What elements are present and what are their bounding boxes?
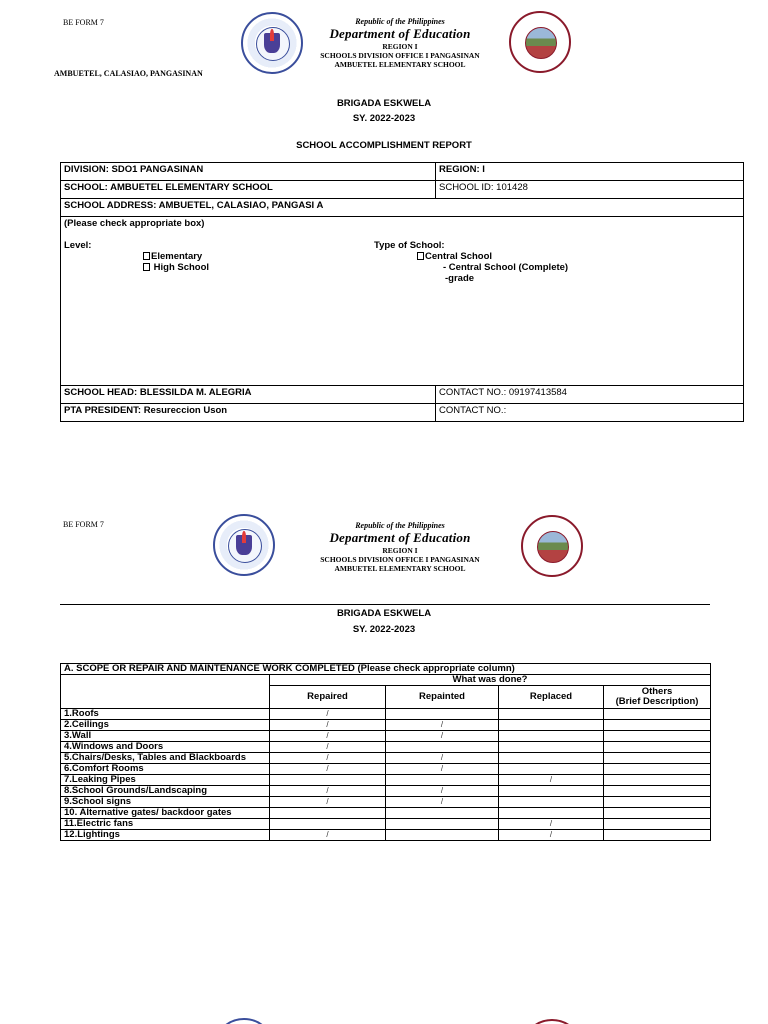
instruction-text: (Please check appropriate box) xyxy=(64,218,205,229)
repaired-cell xyxy=(270,808,386,819)
brigada-title: BRIGADA ESKWELA xyxy=(336,608,432,619)
school-name-line: AMBUETEL ELEMENTARY SCHOOL xyxy=(334,60,466,69)
item-header-blank xyxy=(61,675,270,709)
col-repainted: Repainted xyxy=(386,686,499,709)
highschool-label: High School xyxy=(151,262,210,273)
level-options xyxy=(143,251,209,273)
repaired-cell: / xyxy=(270,720,386,731)
deped-seal-logo xyxy=(213,514,275,576)
page-1 xyxy=(0,0,768,440)
school-location: AMBUETEL, CALASIAO, PANGASINAN xyxy=(54,69,203,78)
form-code: BE FORM 7 xyxy=(63,18,104,27)
repainted-cell xyxy=(386,709,499,720)
department-name: Department of Education xyxy=(329,530,471,545)
repair-rows xyxy=(61,709,711,841)
letterhead xyxy=(290,521,510,573)
elementary-label: Elementary xyxy=(151,251,203,262)
repainted-cell: / xyxy=(386,786,499,797)
type-label: Type of School: xyxy=(374,240,445,251)
replaced-cell: / xyxy=(499,830,604,841)
republic-line: Republic of the Philippines xyxy=(355,521,445,530)
repaired-cell: / xyxy=(270,764,386,775)
letterhead xyxy=(290,17,510,69)
item-cell: 1.Roofs xyxy=(61,709,270,720)
item-cell: 7.Leaking Pipes xyxy=(61,775,270,786)
replaced-cell: / xyxy=(499,775,604,786)
replaced-cell xyxy=(499,731,604,742)
school-name-line: AMBUETEL ELEMENTARY SCHOOL xyxy=(334,564,466,573)
level-label: Level: xyxy=(64,240,92,251)
school-seal-logo xyxy=(521,515,583,577)
table-row xyxy=(61,797,711,808)
replaced-cell xyxy=(499,764,604,775)
replaced-cell xyxy=(499,709,604,720)
repainted-cell xyxy=(386,830,499,841)
others-cell xyxy=(604,786,711,797)
item-cell: 9.School signs xyxy=(61,797,270,808)
check-box-section xyxy=(61,217,744,386)
repainted-cell: / xyxy=(386,731,499,742)
what-done-header: What was done? xyxy=(270,675,711,686)
others-cell xyxy=(604,720,711,731)
repaired-cell: / xyxy=(270,797,386,808)
repainted-cell xyxy=(386,819,499,830)
repainted-cell: / xyxy=(386,764,499,775)
col-replaced: Replaced xyxy=(499,686,604,709)
item-cell: 11.Electric fans xyxy=(61,819,270,830)
repaired-cell xyxy=(270,775,386,786)
item-cell: 5.Chairs/Desks, Tables and Blackboards xyxy=(61,753,270,764)
department-name: Department of Education xyxy=(329,26,471,41)
division-office-line: SCHOOLS DIVISION OFFICE I PANGASINAN xyxy=(320,51,480,60)
replaced-cell xyxy=(499,742,604,753)
others-cell xyxy=(604,808,711,819)
repaired-cell: / xyxy=(270,753,386,764)
others-cell xyxy=(604,764,711,775)
replaced-cell xyxy=(499,786,604,797)
school-id-cell: SCHOOL ID: 101428 xyxy=(436,181,744,199)
table-row xyxy=(61,775,711,786)
region-line: REGION I xyxy=(382,42,418,51)
grade-label: -grade xyxy=(445,273,475,284)
pta-contact-cell: CONTACT NO.: xyxy=(436,404,744,422)
others-cell xyxy=(604,742,711,753)
table-row xyxy=(61,808,711,819)
school-head-contact-cell: CONTACT NO.: 09197413584 xyxy=(436,386,744,404)
report-title: SCHOOL ACCOMPLISHMENT REPORT xyxy=(296,140,472,151)
school-cell: SCHOOL: AMBUETEL ELEMENTARY SCHOOL xyxy=(61,181,436,199)
table-row xyxy=(61,819,711,830)
replaced-cell: / xyxy=(499,819,604,830)
repainted-cell xyxy=(386,775,499,786)
replaced-cell xyxy=(499,808,604,819)
replaced-cell xyxy=(499,753,604,764)
repainted-cell: / xyxy=(386,797,499,808)
repaired-cell xyxy=(270,819,386,830)
col-others xyxy=(604,686,711,709)
repaired-cell: / xyxy=(270,731,386,742)
type-options xyxy=(417,251,568,284)
central-complete-label: - Central School (Complete) xyxy=(443,262,569,273)
repair-work-table xyxy=(60,663,711,841)
school-seal-logo xyxy=(509,11,571,73)
deped-seal-logo xyxy=(213,1018,275,1024)
table-row xyxy=(61,731,711,742)
item-cell: 4.Windows and Doors xyxy=(61,742,270,753)
division-office-line: SCHOOLS DIVISION OFFICE I PANGASINAN xyxy=(320,555,480,564)
school-info-table xyxy=(60,162,744,422)
others-cell xyxy=(604,731,711,742)
school-year: SY. 2022-2023 xyxy=(352,113,416,124)
replaced-cell xyxy=(499,720,604,731)
table-row xyxy=(61,786,711,797)
region-line: REGION I xyxy=(382,546,418,555)
page-2 xyxy=(0,505,768,875)
table-row xyxy=(61,753,711,764)
item-cell: 2.Ceilings xyxy=(61,720,270,731)
col-others-label: Others xyxy=(641,686,673,697)
item-cell: 12.Lightings xyxy=(61,830,270,841)
form-code: BE FORM 7 xyxy=(63,520,104,529)
item-cell: 3.Wall xyxy=(61,731,270,742)
school-head-cell: SCHOOL HEAD: BLESSILDA M. ALEGRIA xyxy=(61,386,436,404)
replaced-cell xyxy=(499,797,604,808)
table-row xyxy=(61,764,711,775)
central-school-checkbox[interactable] xyxy=(417,252,424,260)
school-year: SY. 2022-2023 xyxy=(352,624,416,635)
repainted-cell: / xyxy=(386,753,499,764)
others-cell xyxy=(604,797,711,808)
section-heading: A. SCOPE OR REPAIR AND MAINTENANCE WORK COMPLETED (Please check appropriate column) xyxy=(61,664,711,675)
repaired-cell: / xyxy=(270,709,386,720)
item-cell: 8.School Grounds/Landscaping xyxy=(61,786,270,797)
table-row xyxy=(61,720,711,731)
repaired-cell: / xyxy=(270,742,386,753)
school-seal-logo xyxy=(521,1019,583,1024)
table-row xyxy=(61,709,711,720)
elementary-checkbox[interactable] xyxy=(143,252,150,260)
central-school-label: Central School xyxy=(425,251,493,262)
table-row xyxy=(61,830,711,841)
others-cell xyxy=(604,709,711,720)
school-address-cell: SCHOOL ADDRESS: AMBUETEL, CALASIAO, PANGASI A xyxy=(61,199,744,217)
repaired-cell: / xyxy=(270,830,386,841)
col-others-sub: (Brief Description) xyxy=(615,696,699,707)
others-cell xyxy=(604,830,711,841)
page-3-partial xyxy=(0,1016,768,1024)
item-cell: 10. Alternative gates/ backdoor gates xyxy=(61,808,270,819)
repainted-cell xyxy=(386,808,499,819)
pta-president-cell: PTA PRESIDENT: Resureccion Uson xyxy=(61,404,436,422)
highschool-checkbox[interactable] xyxy=(143,263,150,271)
col-repaired: Repaired xyxy=(270,686,386,709)
division-cell: DIVISION: SDO1 PANGASINAN xyxy=(61,163,436,181)
repainted-cell xyxy=(386,742,499,753)
table-row xyxy=(61,742,711,753)
divider-line xyxy=(60,604,710,605)
others-cell xyxy=(604,753,711,764)
republic-line: Republic of the Philippines xyxy=(355,17,445,26)
repaired-cell: / xyxy=(270,786,386,797)
item-cell: 6.Comfort Rooms xyxy=(61,764,270,775)
others-cell xyxy=(604,819,711,830)
region-cell: REGION: I xyxy=(436,163,744,181)
others-cell xyxy=(604,775,711,786)
repainted-cell: / xyxy=(386,720,499,731)
brigada-title: BRIGADA ESKWELA xyxy=(336,98,432,109)
